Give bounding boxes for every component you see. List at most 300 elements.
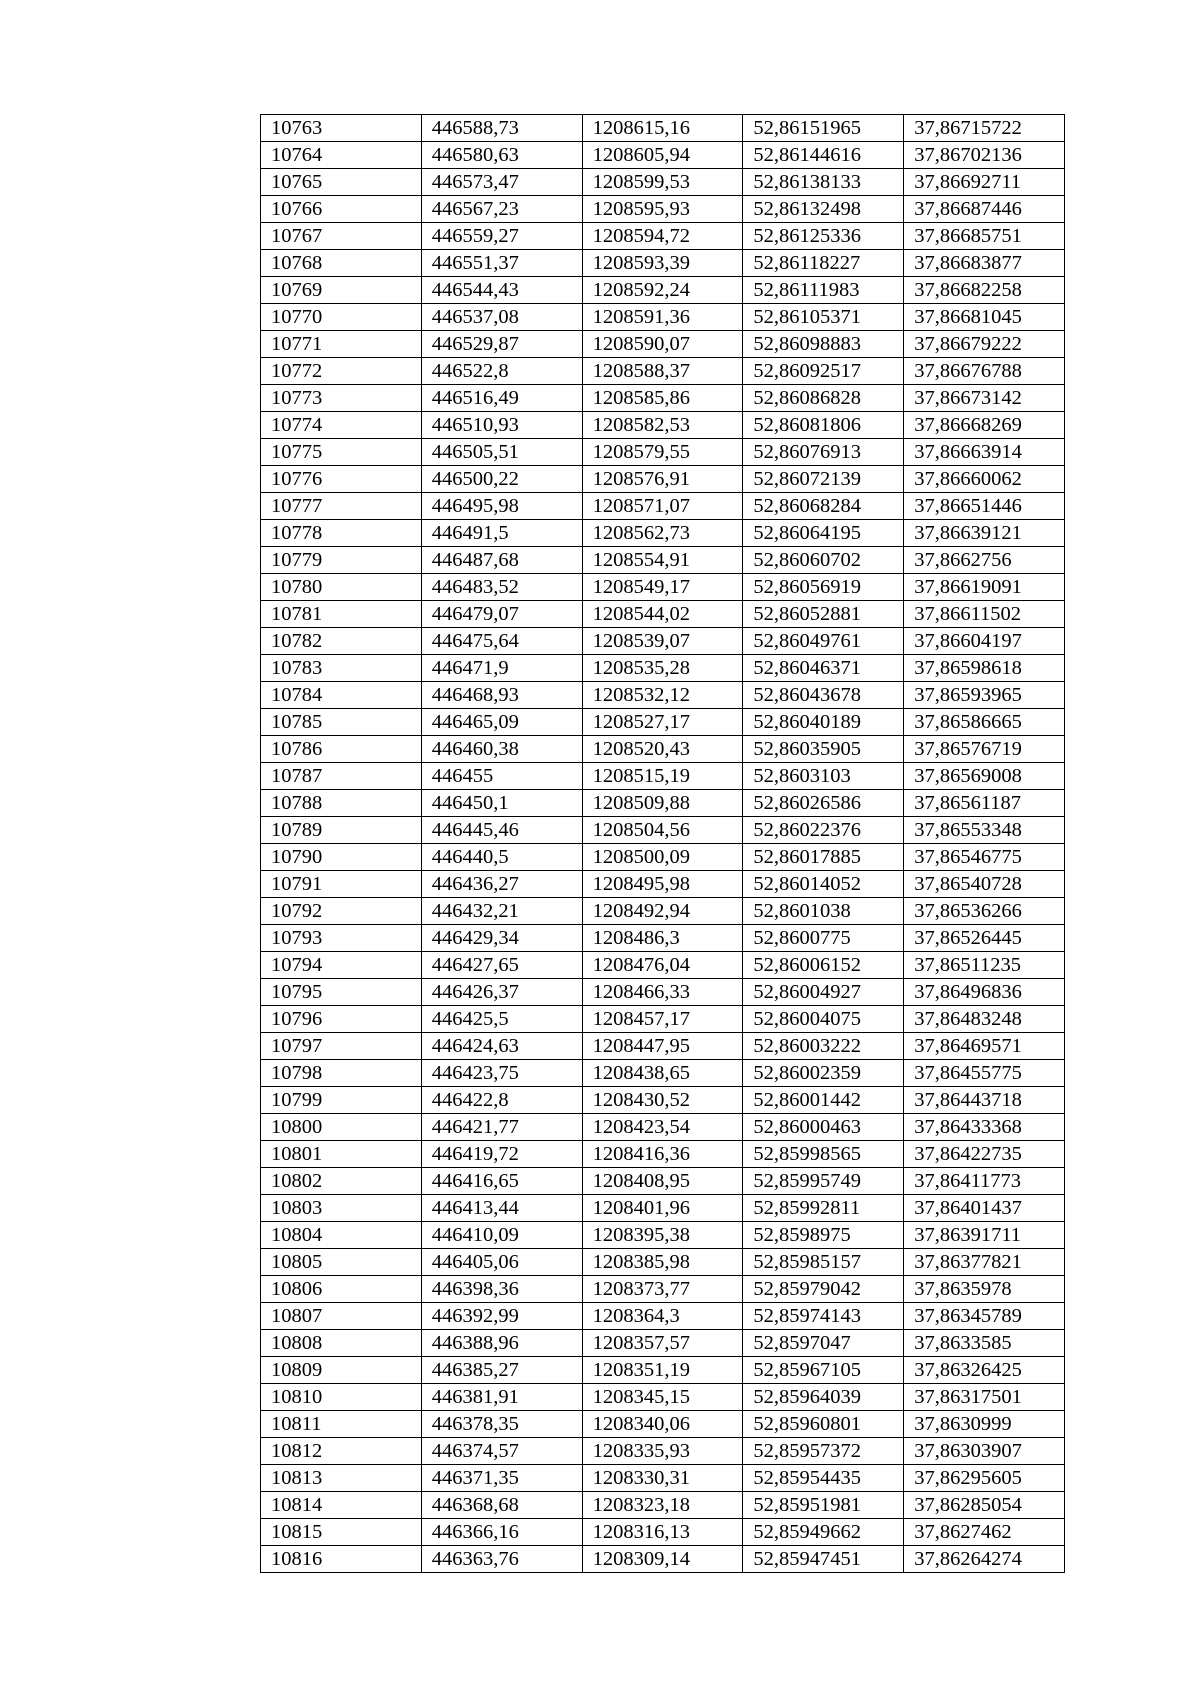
longitude-cell: 37,86598618 (904, 655, 1065, 682)
latitude-cell: 52,86043678 (743, 682, 904, 709)
y-coordinate-cell: 1208562,73 (582, 520, 743, 547)
x-coordinate-cell: 446422,8 (421, 1087, 582, 1114)
point-number-cell: 10781 (261, 601, 422, 628)
point-number-cell: 10790 (261, 844, 422, 871)
longitude-cell: 37,86285054 (904, 1492, 1065, 1519)
longitude-cell: 37,86345789 (904, 1303, 1065, 1330)
y-coordinate-cell: 1208585,86 (582, 385, 743, 412)
point-number-cell: 10776 (261, 466, 422, 493)
y-coordinate-cell: 1208500,09 (582, 844, 743, 871)
latitude-cell: 52,85985157 (743, 1249, 904, 1276)
latitude-cell: 52,8601038 (743, 898, 904, 925)
y-coordinate-cell: 1208509,88 (582, 790, 743, 817)
y-coordinate-cell: 1208591,36 (582, 304, 743, 331)
longitude-cell: 37,86391711 (904, 1222, 1065, 1249)
longitude-cell: 37,86264274 (904, 1546, 1065, 1573)
x-coordinate-cell: 446398,36 (421, 1276, 582, 1303)
y-coordinate-cell: 1208340,06 (582, 1411, 743, 1438)
y-coordinate-cell: 1208594,72 (582, 223, 743, 250)
point-number-cell: 10768 (261, 250, 422, 277)
table-row (261, 979, 1065, 1006)
latitude-cell: 52,86086828 (743, 385, 904, 412)
y-coordinate-cell: 1208599,53 (582, 169, 743, 196)
table-row (261, 250, 1065, 277)
latitude-cell: 52,85951981 (743, 1492, 904, 1519)
y-coordinate-cell: 1208395,38 (582, 1222, 743, 1249)
x-coordinate-cell: 446505,51 (421, 439, 582, 466)
y-coordinate-cell: 1208373,77 (582, 1276, 743, 1303)
point-number-cell: 10782 (261, 628, 422, 655)
y-coordinate-cell: 1208535,28 (582, 655, 743, 682)
x-coordinate-cell: 446483,52 (421, 574, 582, 601)
longitude-cell: 37,8630999 (904, 1411, 1065, 1438)
x-coordinate-cell: 446487,68 (421, 547, 582, 574)
point-number-cell: 10802 (261, 1168, 422, 1195)
latitude-cell: 52,86098883 (743, 331, 904, 358)
latitude-cell: 52,86111983 (743, 277, 904, 304)
latitude-cell: 52,85949662 (743, 1519, 904, 1546)
table-row (261, 925, 1065, 952)
latitude-cell: 52,86049761 (743, 628, 904, 655)
table-row (261, 763, 1065, 790)
table-row (261, 331, 1065, 358)
table-row (261, 817, 1065, 844)
longitude-cell: 37,86660062 (904, 466, 1065, 493)
point-number-cell: 10777 (261, 493, 422, 520)
y-coordinate-cell: 1208582,53 (582, 412, 743, 439)
y-coordinate-cell: 1208430,52 (582, 1087, 743, 1114)
table-row (261, 1033, 1065, 1060)
latitude-cell: 52,86002359 (743, 1060, 904, 1087)
point-number-cell: 10764 (261, 142, 422, 169)
table-row (261, 952, 1065, 979)
latitude-cell: 52,86125336 (743, 223, 904, 250)
table-row (261, 115, 1065, 142)
table-row (261, 682, 1065, 709)
y-coordinate-cell: 1208554,91 (582, 547, 743, 574)
longitude-cell: 37,86536266 (904, 898, 1065, 925)
longitude-cell: 37,86679222 (904, 331, 1065, 358)
longitude-cell: 37,86673142 (904, 385, 1065, 412)
x-coordinate-cell: 446551,37 (421, 250, 582, 277)
longitude-cell: 37,86715722 (904, 115, 1065, 142)
latitude-cell: 52,86144616 (743, 142, 904, 169)
y-coordinate-cell: 1208615,16 (582, 115, 743, 142)
y-coordinate-cell: 1208486,3 (582, 925, 743, 952)
longitude-cell: 37,86326425 (904, 1357, 1065, 1384)
longitude-cell: 37,86553348 (904, 817, 1065, 844)
x-coordinate-cell: 446468,93 (421, 682, 582, 709)
table-row (261, 1465, 1065, 1492)
longitude-cell: 37,86685751 (904, 223, 1065, 250)
longitude-cell: 37,86676788 (904, 358, 1065, 385)
x-coordinate-cell: 446410,09 (421, 1222, 582, 1249)
longitude-cell: 37,86702136 (904, 142, 1065, 169)
point-number-cell: 10811 (261, 1411, 422, 1438)
table-row (261, 385, 1065, 412)
point-number-cell: 10793 (261, 925, 422, 952)
longitude-cell: 37,86433368 (904, 1114, 1065, 1141)
x-coordinate-cell: 446500,22 (421, 466, 582, 493)
longitude-cell: 37,8633585 (904, 1330, 1065, 1357)
x-coordinate-cell: 446432,21 (421, 898, 582, 925)
table-row (261, 1411, 1065, 1438)
point-number-cell: 10795 (261, 979, 422, 1006)
latitude-cell: 52,86068284 (743, 493, 904, 520)
point-number-cell: 10763 (261, 115, 422, 142)
longitude-cell: 37,86651446 (904, 493, 1065, 520)
table-row (261, 304, 1065, 331)
longitude-cell: 37,86540728 (904, 871, 1065, 898)
point-number-cell: 10780 (261, 574, 422, 601)
table-row (261, 1330, 1065, 1357)
x-coordinate-cell: 446471,9 (421, 655, 582, 682)
table-row (261, 412, 1065, 439)
longitude-cell: 37,86295605 (904, 1465, 1065, 1492)
latitude-cell: 52,86138133 (743, 169, 904, 196)
x-coordinate-cell: 446413,44 (421, 1195, 582, 1222)
latitude-cell: 52,86035905 (743, 736, 904, 763)
longitude-cell: 37,86619091 (904, 574, 1065, 601)
table-row (261, 1276, 1065, 1303)
y-coordinate-cell: 1208385,98 (582, 1249, 743, 1276)
y-coordinate-cell: 1208576,91 (582, 466, 743, 493)
point-number-cell: 10815 (261, 1519, 422, 1546)
latitude-cell: 52,86072139 (743, 466, 904, 493)
latitude-cell: 52,86006152 (743, 952, 904, 979)
y-coordinate-cell: 1208527,17 (582, 709, 743, 736)
latitude-cell: 52,86132498 (743, 196, 904, 223)
longitude-cell: 37,86681045 (904, 304, 1065, 331)
longitude-cell: 37,86303907 (904, 1438, 1065, 1465)
longitude-cell: 37,86469571 (904, 1033, 1065, 1060)
point-number-cell: 10798 (261, 1060, 422, 1087)
x-coordinate-cell: 446544,43 (421, 277, 582, 304)
x-coordinate-cell: 446516,49 (421, 385, 582, 412)
table-row (261, 466, 1065, 493)
table-row (261, 655, 1065, 682)
table-row (261, 601, 1065, 628)
point-number-cell: 10774 (261, 412, 422, 439)
x-coordinate-cell: 446371,35 (421, 1465, 582, 1492)
x-coordinate-cell: 446529,87 (421, 331, 582, 358)
point-number-cell: 10803 (261, 1195, 422, 1222)
point-number-cell: 10765 (261, 169, 422, 196)
longitude-cell: 37,86639121 (904, 520, 1065, 547)
y-coordinate-cell: 1208492,94 (582, 898, 743, 925)
table-row (261, 1141, 1065, 1168)
point-number-cell: 10814 (261, 1492, 422, 1519)
x-coordinate-cell: 446421,77 (421, 1114, 582, 1141)
longitude-cell: 37,86593965 (904, 682, 1065, 709)
y-coordinate-cell: 1208309,14 (582, 1546, 743, 1573)
point-number-cell: 10799 (261, 1087, 422, 1114)
table-row (261, 790, 1065, 817)
point-number-cell: 10808 (261, 1330, 422, 1357)
longitude-cell: 37,8627462 (904, 1519, 1065, 1546)
x-coordinate-cell: 446388,96 (421, 1330, 582, 1357)
x-coordinate-cell: 446510,93 (421, 412, 582, 439)
table-row (261, 1114, 1065, 1141)
x-coordinate-cell: 446416,65 (421, 1168, 582, 1195)
point-number-cell: 10772 (261, 358, 422, 385)
x-coordinate-cell: 446378,35 (421, 1411, 582, 1438)
y-coordinate-cell: 1208408,95 (582, 1168, 743, 1195)
table-row (261, 196, 1065, 223)
latitude-cell: 52,86004927 (743, 979, 904, 1006)
longitude-cell: 37,86561187 (904, 790, 1065, 817)
x-coordinate-cell: 446475,64 (421, 628, 582, 655)
x-coordinate-cell: 446425,5 (421, 1006, 582, 1033)
table-row (261, 1384, 1065, 1411)
latitude-cell: 52,86022376 (743, 817, 904, 844)
latitude-cell: 52,86046371 (743, 655, 904, 682)
point-number-cell: 10771 (261, 331, 422, 358)
x-coordinate-cell: 446559,27 (421, 223, 582, 250)
point-number-cell: 10812 (261, 1438, 422, 1465)
longitude-cell: 37,8662756 (904, 547, 1065, 574)
point-number-cell: 10807 (261, 1303, 422, 1330)
y-coordinate-cell: 1208316,13 (582, 1519, 743, 1546)
coordinates-table (260, 114, 1065, 1573)
x-coordinate-cell: 446392,99 (421, 1303, 582, 1330)
x-coordinate-cell: 446588,73 (421, 115, 582, 142)
latitude-cell: 52,85992811 (743, 1195, 904, 1222)
table-row (261, 142, 1065, 169)
y-coordinate-cell: 1208447,95 (582, 1033, 743, 1060)
x-coordinate-cell: 446366,16 (421, 1519, 582, 1546)
latitude-cell: 52,86052881 (743, 601, 904, 628)
table-row (261, 709, 1065, 736)
latitude-cell: 52,85947451 (743, 1546, 904, 1573)
point-number-cell: 10797 (261, 1033, 422, 1060)
x-coordinate-cell: 446580,63 (421, 142, 582, 169)
y-coordinate-cell: 1208495,98 (582, 871, 743, 898)
latitude-cell: 52,86017885 (743, 844, 904, 871)
point-number-cell: 10801 (261, 1141, 422, 1168)
latitude-cell: 52,86014052 (743, 871, 904, 898)
y-coordinate-cell: 1208595,93 (582, 196, 743, 223)
longitude-cell: 37,86668269 (904, 412, 1065, 439)
table-row (261, 871, 1065, 898)
y-coordinate-cell: 1208351,19 (582, 1357, 743, 1384)
x-coordinate-cell: 446445,46 (421, 817, 582, 844)
latitude-cell: 52,85998565 (743, 1141, 904, 1168)
x-coordinate-cell: 446385,27 (421, 1357, 582, 1384)
table-row (261, 1519, 1065, 1546)
y-coordinate-cell: 1208593,39 (582, 250, 743, 277)
y-coordinate-cell: 1208515,19 (582, 763, 743, 790)
latitude-cell: 52,86003222 (743, 1033, 904, 1060)
y-coordinate-cell: 1208476,04 (582, 952, 743, 979)
point-number-cell: 10787 (261, 763, 422, 790)
point-number-cell: 10766 (261, 196, 422, 223)
y-coordinate-cell: 1208330,31 (582, 1465, 743, 1492)
x-coordinate-cell: 446368,68 (421, 1492, 582, 1519)
point-number-cell: 10804 (261, 1222, 422, 1249)
latitude-cell: 52,86105371 (743, 304, 904, 331)
table-row (261, 1087, 1065, 1114)
longitude-cell: 37,86546775 (904, 844, 1065, 871)
y-coordinate-cell: 1208457,17 (582, 1006, 743, 1033)
latitude-cell: 52,86064195 (743, 520, 904, 547)
y-coordinate-cell: 1208335,93 (582, 1438, 743, 1465)
latitude-cell: 52,86081806 (743, 412, 904, 439)
point-number-cell: 10767 (261, 223, 422, 250)
x-coordinate-cell: 446427,65 (421, 952, 582, 979)
point-number-cell: 10775 (261, 439, 422, 466)
table-row (261, 1546, 1065, 1573)
x-coordinate-cell: 446460,38 (421, 736, 582, 763)
x-coordinate-cell: 446429,34 (421, 925, 582, 952)
y-coordinate-cell: 1208549,17 (582, 574, 743, 601)
point-number-cell: 10813 (261, 1465, 422, 1492)
point-number-cell: 10809 (261, 1357, 422, 1384)
y-coordinate-cell: 1208539,07 (582, 628, 743, 655)
x-coordinate-cell: 446374,57 (421, 1438, 582, 1465)
point-number-cell: 10770 (261, 304, 422, 331)
table-row (261, 358, 1065, 385)
latitude-cell: 52,86004075 (743, 1006, 904, 1033)
point-number-cell: 10784 (261, 682, 422, 709)
y-coordinate-cell: 1208357,57 (582, 1330, 743, 1357)
longitude-cell: 37,86604197 (904, 628, 1065, 655)
point-number-cell: 10800 (261, 1114, 422, 1141)
x-coordinate-cell: 446479,07 (421, 601, 582, 628)
table-row (261, 439, 1065, 466)
y-coordinate-cell: 1208438,65 (582, 1060, 743, 1087)
y-coordinate-cell: 1208592,24 (582, 277, 743, 304)
point-number-cell: 10792 (261, 898, 422, 925)
x-coordinate-cell: 446450,1 (421, 790, 582, 817)
table-row (261, 277, 1065, 304)
longitude-cell: 37,86682258 (904, 277, 1065, 304)
x-coordinate-cell: 446567,23 (421, 196, 582, 223)
table-row (261, 736, 1065, 763)
longitude-cell: 37,86511235 (904, 952, 1065, 979)
table-row (261, 1168, 1065, 1195)
latitude-cell: 52,86092517 (743, 358, 904, 385)
table-row (261, 1006, 1065, 1033)
point-number-cell: 10796 (261, 1006, 422, 1033)
latitude-cell: 52,85960801 (743, 1411, 904, 1438)
point-number-cell: 10805 (261, 1249, 422, 1276)
table-row (261, 1357, 1065, 1384)
x-coordinate-cell: 446522,8 (421, 358, 582, 385)
point-number-cell: 10785 (261, 709, 422, 736)
point-number-cell: 10778 (261, 520, 422, 547)
table-row (261, 223, 1065, 250)
y-coordinate-cell: 1208401,96 (582, 1195, 743, 1222)
latitude-cell: 52,85995749 (743, 1168, 904, 1195)
latitude-cell: 52,85954435 (743, 1465, 904, 1492)
x-coordinate-cell: 446455 (421, 763, 582, 790)
table-row (261, 1249, 1065, 1276)
y-coordinate-cell: 1208466,33 (582, 979, 743, 1006)
longitude-cell: 37,86401437 (904, 1195, 1065, 1222)
longitude-cell: 37,8635978 (904, 1276, 1065, 1303)
longitude-cell: 37,86569008 (904, 763, 1065, 790)
latitude-cell: 52,85967105 (743, 1357, 904, 1384)
latitude-cell: 52,85979042 (743, 1276, 904, 1303)
x-coordinate-cell: 446465,09 (421, 709, 582, 736)
x-coordinate-cell: 446424,63 (421, 1033, 582, 1060)
y-coordinate-cell: 1208520,43 (582, 736, 743, 763)
latitude-cell: 52,86040189 (743, 709, 904, 736)
table-row (261, 520, 1065, 547)
longitude-cell: 37,86692711 (904, 169, 1065, 196)
y-coordinate-cell: 1208588,37 (582, 358, 743, 385)
table-row (261, 898, 1065, 925)
table-row (261, 628, 1065, 655)
point-number-cell: 10789 (261, 817, 422, 844)
y-coordinate-cell: 1208544,02 (582, 601, 743, 628)
x-coordinate-cell: 446537,08 (421, 304, 582, 331)
table-row (261, 574, 1065, 601)
y-coordinate-cell: 1208345,15 (582, 1384, 743, 1411)
x-coordinate-cell: 446573,47 (421, 169, 582, 196)
table-row (261, 1060, 1065, 1087)
table-row (261, 1195, 1065, 1222)
longitude-cell: 37,86586665 (904, 709, 1065, 736)
latitude-cell: 52,86000463 (743, 1114, 904, 1141)
x-coordinate-cell: 446363,76 (421, 1546, 582, 1573)
point-number-cell: 10794 (261, 952, 422, 979)
y-coordinate-cell: 1208323,18 (582, 1492, 743, 1519)
longitude-cell: 37,86317501 (904, 1384, 1065, 1411)
point-number-cell: 10788 (261, 790, 422, 817)
point-number-cell: 10810 (261, 1384, 422, 1411)
longitude-cell: 37,86526445 (904, 925, 1065, 952)
latitude-cell: 52,85964039 (743, 1384, 904, 1411)
latitude-cell: 52,86026586 (743, 790, 904, 817)
longitude-cell: 37,86422735 (904, 1141, 1065, 1168)
table-row (261, 1222, 1065, 1249)
latitude-cell: 52,86076913 (743, 439, 904, 466)
table-row (261, 547, 1065, 574)
point-number-cell: 10779 (261, 547, 422, 574)
latitude-cell: 52,86001442 (743, 1087, 904, 1114)
longitude-cell: 37,86687446 (904, 196, 1065, 223)
latitude-cell: 52,86056919 (743, 574, 904, 601)
longitude-cell: 37,86377821 (904, 1249, 1065, 1276)
table-row (261, 1438, 1065, 1465)
x-coordinate-cell: 446405,06 (421, 1249, 582, 1276)
table-row (261, 493, 1065, 520)
latitude-cell: 52,86060702 (743, 547, 904, 574)
x-coordinate-cell: 446495,98 (421, 493, 582, 520)
table-row (261, 1303, 1065, 1330)
y-coordinate-cell: 1208590,07 (582, 331, 743, 358)
longitude-cell: 37,86496836 (904, 979, 1065, 1006)
longitude-cell: 37,86683877 (904, 250, 1065, 277)
y-coordinate-cell: 1208579,55 (582, 439, 743, 466)
y-coordinate-cell: 1208416,36 (582, 1141, 743, 1168)
longitude-cell: 37,86483248 (904, 1006, 1065, 1033)
x-coordinate-cell: 446491,5 (421, 520, 582, 547)
point-number-cell: 10791 (261, 871, 422, 898)
table-row (261, 844, 1065, 871)
table-row (261, 169, 1065, 196)
x-coordinate-cell: 446436,27 (421, 871, 582, 898)
x-coordinate-cell: 446440,5 (421, 844, 582, 871)
x-coordinate-cell: 446419,72 (421, 1141, 582, 1168)
latitude-cell: 52,85957372 (743, 1438, 904, 1465)
y-coordinate-cell: 1208532,12 (582, 682, 743, 709)
y-coordinate-cell: 1208605,94 (582, 142, 743, 169)
latitude-cell: 52,8597047 (743, 1330, 904, 1357)
y-coordinate-cell: 1208423,54 (582, 1114, 743, 1141)
